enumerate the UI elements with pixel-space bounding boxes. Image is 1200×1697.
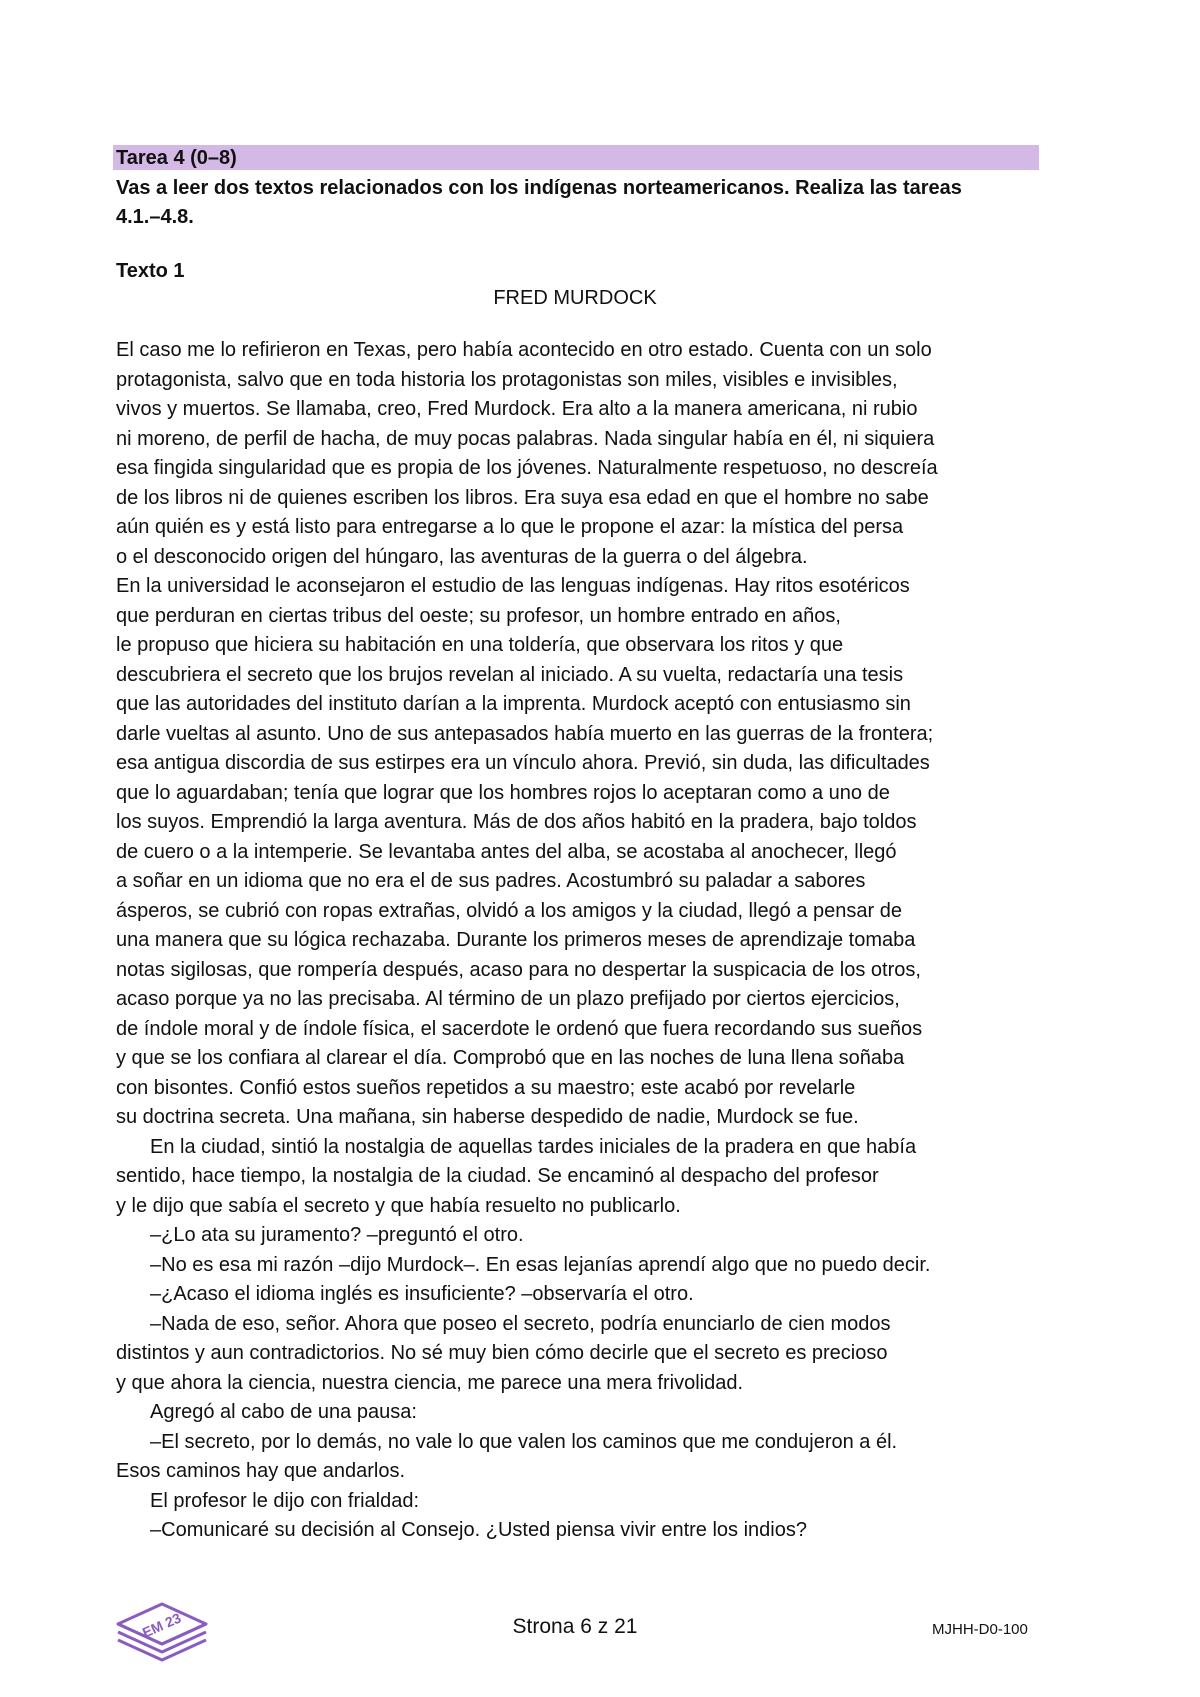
text-line: de índole moral y de índole física, el sacerdote le ordenó que fuera recordando sus sueños: [116, 1017, 923, 1040]
text-line: y que se los confiara al clarear el día. Comprobó que en las noches de luna llena soñaba: [116, 1047, 905, 1069]
text-line: –El secreto, por lo demás, no vale lo que valen los caminos que me condujeron a él.: [150, 1430, 898, 1453]
text-line: El profesor le dijo con frialdad:: [150, 1489, 420, 1512]
text-line: –Nada de eso, señor. Ahora que poseo el secreto, podría enunciarlo de cien modos: [150, 1312, 891, 1335]
text-line: ásperos, se cubrió con ropas extrañas, olvidó a los amigos y la ciudad, llegó a pensar de: [116, 899, 903, 922]
text-line: y que ahora la ciencia, nuestra ciencia, me parece una mera frivolidad.: [116, 1371, 744, 1394]
story-title: FRED MURDOCK: [493, 287, 657, 309]
text-line: que las autoridades del instituto darían a la imprenta. Murdock aceptó con entusiasmo sin: [116, 693, 911, 715]
page-number: Strona 6 z 21: [512, 1615, 638, 1638]
text-line: esa fingida singularidad que es propia de los jóvenes. Naturalmente respetuoso, no descreía: [116, 457, 938, 479]
text-line: una manera que su lógica rechazaba. Durante los primeros meses de aprendizaje tomaba: [116, 929, 916, 951]
text-line: y le dijo que sabía el secreto y que había resuelto no publicarlo.: [116, 1194, 681, 1217]
logo-text: EM 23: [139, 1609, 184, 1641]
text-line: o el desconocido origen del húngaro, las aventuras de la guerra o del álgebra.: [116, 545, 808, 568]
text-line: En la ciudad, sintió la nostalgia de aquellas tardes iniciales de la pradera en que había: [150, 1135, 917, 1158]
task-title: Tarea 4 (0–8): [116, 147, 237, 169]
text-line: su doctrina secreta. Una mañana, sin haberse despedido de nadie, Murdock se fue.: [116, 1106, 859, 1128]
text-line: que perduran en ciertas tribus del oeste; su profesor, un hombre entrado en años,: [116, 604, 841, 627]
text-line: ni moreno, de perfil de hacha, de muy pocas palabras. Nada singular había en él, ni siquiera: [116, 427, 935, 450]
text-line: –¿Acaso el idioma inglés es insuficiente? –observaría el otro.: [150, 1283, 694, 1305]
text-line: de los libros ni de quienes escriben los libros. Era suya esa edad en que el hombre no sabe: [116, 486, 929, 509]
text-line: aún quién es y está listo para entregarse a lo que le propone el azar: la mística del persa: [116, 516, 904, 538]
text-line: El caso me lo refirieron en Texas, pero había acontecido en otro estado. Cuenta con un solo: [116, 339, 932, 361]
text-line: acaso porque ya no las precisaba. Al término de un plazo prefijado por ciertos ejercicios,: [116, 988, 900, 1010]
text-line: los suyos. Emprendió la larga aventura. Más de dos años habitó en la pradera, bajo toldos: [116, 811, 917, 833]
text-line: a soñar en un idioma que no era el de sus padres. Acostumbró su paladar a sabores: [116, 870, 866, 892]
text-line: darle vueltas al asunto. Uno de sus antepasados había muerto en las guerras de la frontera;: [116, 722, 934, 745]
task-instructions: Vas a leer dos textos relacionados con los indígenas norteamericanos. Realiza las tareas 4.1.–4.8.: [116, 177, 962, 228]
text-line: esa antigua discordia de sus estirpes era un vínculo ahora. Previó, sin duda, las dificultades: [116, 752, 930, 774]
task-header-highlight: [113, 145, 1039, 170]
text-line: distintos y aun contradictorios. No sé muy bien cómo decirle que el secreto es precioso: [116, 1342, 888, 1364]
text-line: notas sigilosas, que rompería después, acaso para no despertar la suspicacia de los otros,: [116, 958, 921, 981]
text-line: sentido, hace tiempo, la nostalgia de la ciudad. Se encaminó al despacho del profesor: [116, 1165, 879, 1187]
text-line: con bisontes. Confió estos sueños repetidos a su maestro; este acabó por revelarle: [116, 1076, 856, 1099]
text-line: de cuero o a la intemperie. Se levantaba antes del alba, se acostaba al anochecer, llegó: [116, 840, 897, 863]
story-body: [116, 336, 1056, 1546]
text-line: que lo aguardaban; tenía que lograr que los hombres rojos lo aceptaran como a uno de: [116, 781, 890, 804]
exam-code: MJHH-D0-100: [932, 1621, 1028, 1638]
text-line: Agregó al cabo de una pausa:: [150, 1401, 417, 1423]
text-line: –¿Lo ata su juramento? –preguntó el otro.: [150, 1224, 524, 1246]
text-line: –No es esa mi razón –dijo Murdock–. En esas lejanías aprendí algo que no puedo decir.: [150, 1253, 931, 1276]
text-line: le propuso que hiciera su habitación en una toldería, que observara los ritos y que: [116, 634, 844, 656]
text-line: protagonista, salvo que en toda historia los protagonistas son miles, visibles e invisibles,: [116, 368, 898, 391]
text-label: Texto 1: [116, 260, 185, 282]
text-line: Esos caminos hay que andarlos.: [116, 1460, 406, 1482]
text-line: descubriera el secreto que los brujos revelan al iniciado. A su vuelta, redactaría una tesis: [116, 663, 904, 686]
text-line: vivos y muertos. Se llamaba, creo, Fred Murdock. Era alto a la manera americana, ni rubio: [116, 398, 918, 420]
text-line: –Comunicaré su decisión al Consejo. ¿Usted piensa vivir entre los indios?: [150, 1519, 807, 1541]
text-line: En la universidad le aconsejaron el estudio de las lenguas indígenas. Hay ritos esotéricos: [116, 575, 910, 597]
